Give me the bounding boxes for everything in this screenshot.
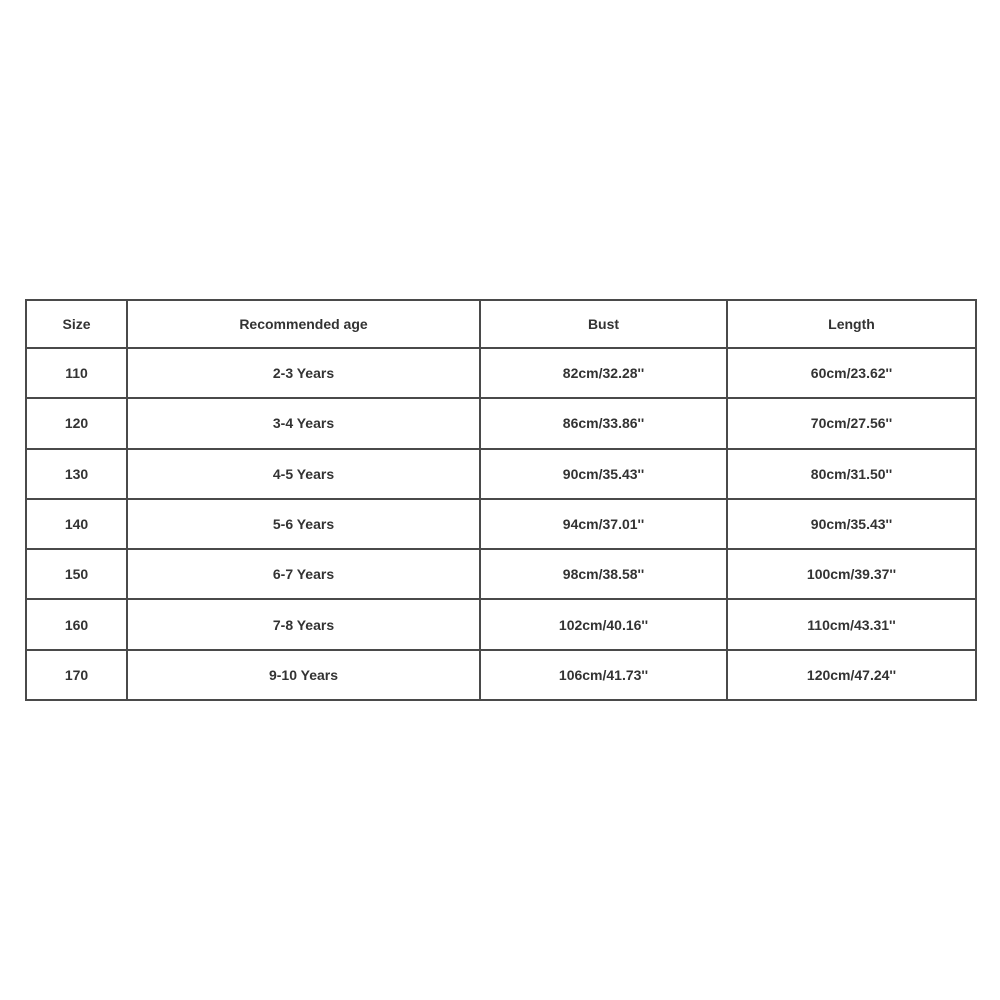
length-cell: 90cm/35.43'' — [727, 499, 976, 549]
header-length: Length — [727, 300, 976, 348]
bust-cell: 98cm/38.58'' — [480, 549, 727, 599]
length-cell: 80cm/31.50'' — [727, 449, 976, 499]
table-row — [26, 499, 976, 549]
header-size: Size — [26, 300, 127, 348]
age-cell: 3-4 Years — [127, 398, 480, 448]
age-cell: 5-6 Years — [127, 499, 480, 549]
age-cell: 4-5 Years — [127, 449, 480, 499]
size-cell: 140 — [26, 499, 127, 549]
size-chart-table — [25, 299, 977, 701]
bust-cell: 102cm/40.16'' — [480, 599, 727, 649]
size-cell: 170 — [26, 650, 127, 700]
bust-cell: 82cm/32.28'' — [480, 348, 727, 398]
table-row — [26, 650, 976, 700]
table-row — [26, 398, 976, 448]
size-cell: 130 — [26, 449, 127, 499]
table-row — [26, 599, 976, 649]
size-cell: 150 — [26, 549, 127, 599]
size-cell: 120 — [26, 398, 127, 448]
age-cell: 7-8 Years — [127, 599, 480, 649]
bust-cell: 106cm/41.73'' — [480, 650, 727, 700]
bust-cell: 86cm/33.86'' — [480, 398, 727, 448]
header-row — [26, 300, 976, 348]
size-cell: 160 — [26, 599, 127, 649]
header-bust: Bust — [480, 300, 727, 348]
age-cell: 9-10 Years — [127, 650, 480, 700]
length-cell: 100cm/39.37'' — [727, 549, 976, 599]
table-row — [26, 449, 976, 499]
age-cell: 6-7 Years — [127, 549, 480, 599]
header-recommended-age: Recommended age — [127, 300, 480, 348]
length-cell: 110cm/43.31'' — [727, 599, 976, 649]
length-cell: 60cm/23.62'' — [727, 348, 976, 398]
bust-cell: 90cm/35.43'' — [480, 449, 727, 499]
length-cell: 120cm/47.24'' — [727, 650, 976, 700]
size-cell: 110 — [26, 348, 127, 398]
table-row — [26, 348, 976, 398]
length-cell: 70cm/27.56'' — [727, 398, 976, 448]
bust-cell: 94cm/37.01'' — [480, 499, 727, 549]
table-row — [26, 549, 976, 599]
age-cell: 2-3 Years — [127, 348, 480, 398]
